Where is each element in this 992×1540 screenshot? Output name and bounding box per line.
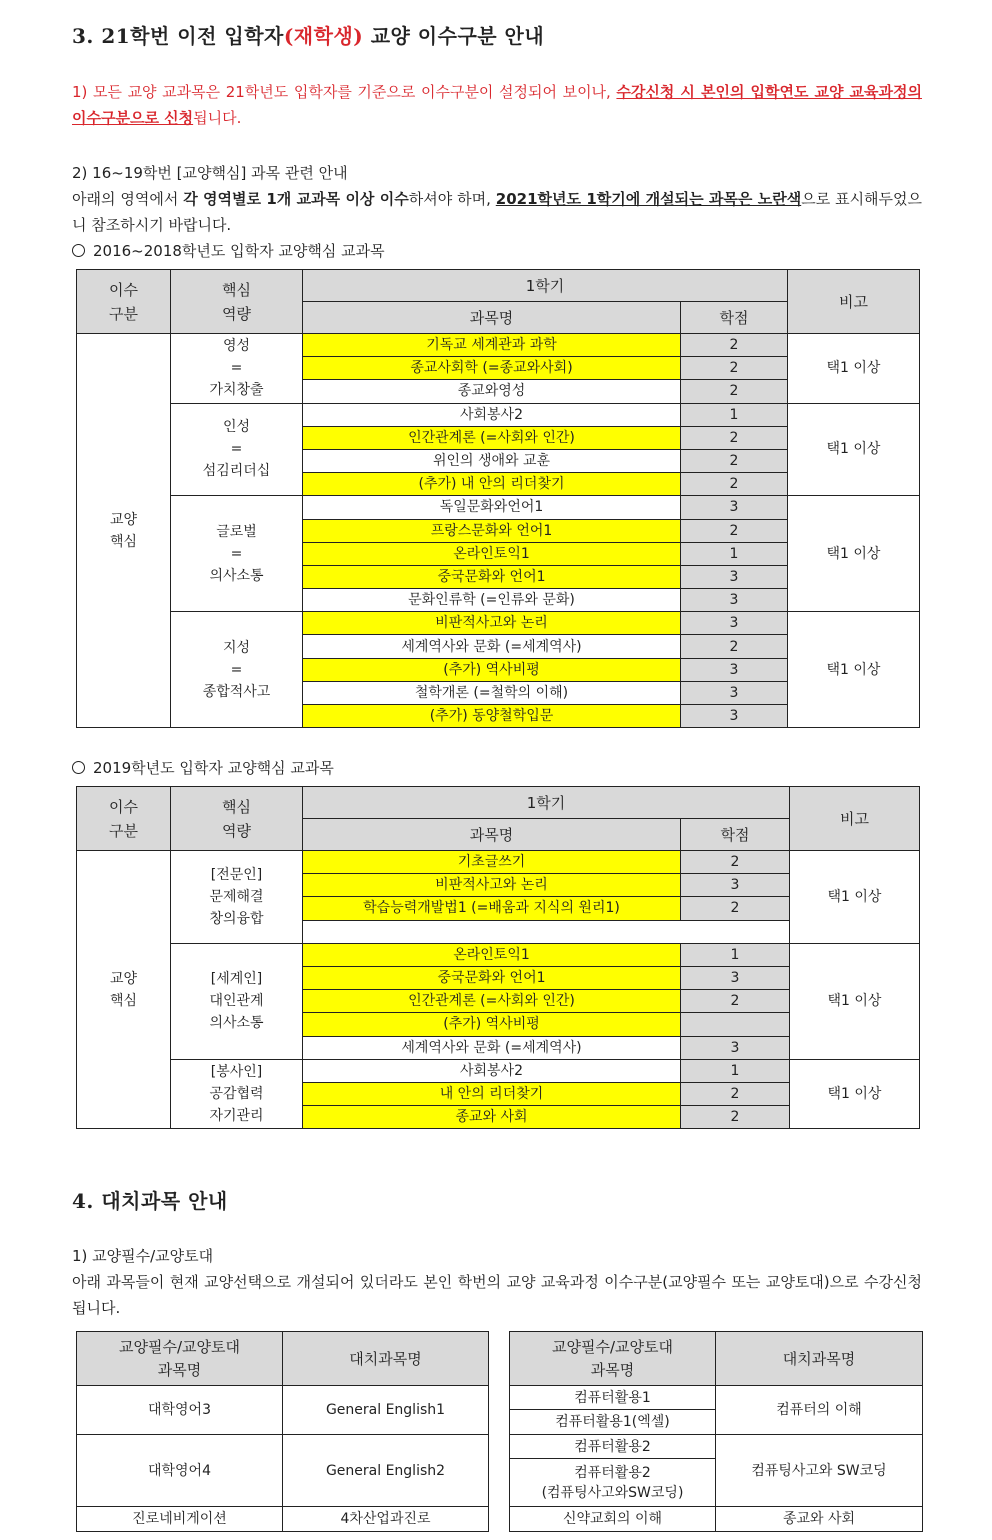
section3-title-red: (재학생) — [283, 24, 364, 48]
course-closed: 문화인류학 (=인류와 문화) — [303, 589, 681, 612]
substitute-course: 컴퓨팅사고와 SW코딩 — [716, 1435, 923, 1507]
header-credit: 학점 — [681, 302, 788, 334]
course-open: 종교사회학 (=종교와사회) — [303, 357, 681, 380]
substitute-course: General English1 — [283, 1386, 489, 1435]
header-substitute-course: 대치과목명 — [283, 1332, 489, 1386]
header-credit: 학점 — [681, 819, 790, 851]
note2-tail: 으로 표시해두었으니 참조하시기 바랍니다. — [72, 190, 923, 234]
table-2019 — [76, 786, 920, 1129]
course-credit: 3 — [681, 589, 788, 612]
course-open: (추가) 역사비평 — [303, 658, 681, 681]
course-credit: 2 — [681, 449, 788, 472]
blank-cell — [303, 920, 790, 943]
substitution-table-right — [509, 1331, 923, 1532]
type-label: 교양 핵심 — [77, 334, 171, 728]
section4-sub: 1) 교양필수/교양토대 — [72, 1247, 214, 1265]
course-credit: 2 — [681, 357, 788, 380]
table-2016-2018 — [76, 269, 920, 728]
table-row — [77, 496, 920, 519]
original-course: 대학영어3 — [77, 1386, 283, 1435]
header-competency: 핵심 역량 — [171, 787, 303, 851]
course-open: 내 안의 리더찾기 — [303, 1082, 681, 1105]
section4-desc: 아래 과목들이 현재 교양선택으로 개설되어 있더라도 본인 학번의 교양 교육과정 이수구분(교양필수 또는 교양토대)으로 수강신청됩니다. — [72, 1273, 922, 1317]
group-note: 택1 이상 — [790, 851, 920, 944]
course-open: (추가) 동양철학입문 — [303, 705, 681, 728]
course-credit: 3 — [681, 874, 790, 897]
course-open: 인간관계론 (=사회와 인간) — [303, 426, 681, 449]
substitute-course: 종교와 사회 — [716, 1507, 923, 1532]
course-open: 온라인토익1 — [303, 542, 681, 565]
section3-title-pre: 3. 21학번 이전 입학자 — [72, 24, 284, 48]
note2-body — [72, 186, 922, 238]
course-credit: 3 — [681, 681, 788, 704]
header-course: 과목명 — [303, 819, 681, 851]
group-note: 택1 이상 — [788, 403, 920, 496]
competency-label: [세계인] 대인관계 의사소통 — [171, 943, 303, 1059]
table-row — [77, 851, 920, 874]
header-row — [510, 1332, 923, 1386]
header-row — [77, 270, 920, 302]
group-note: 택1 이상 — [790, 943, 920, 1059]
original-course: 대학영어4 — [77, 1435, 283, 1507]
course-closed: 위인의 생애와 교훈 — [303, 449, 681, 472]
course-closed: 세계역사와 문화 (=세계역사) — [303, 1036, 681, 1059]
course-credit: 3 — [681, 612, 788, 635]
course-credit: 2 — [681, 519, 788, 542]
note2-underline: 2021학년도 1학기에 개설되는 과목은 노란색 — [495, 190, 802, 208]
table2-caption — [72, 757, 334, 778]
note1-emphasis: 수강신청 시 본인의 입학연도 교양 교육과정의 이수구분으로 신청 — [72, 83, 922, 127]
header-row — [77, 787, 920, 819]
header-substitute-course: 대치과목명 — [716, 1332, 923, 1386]
original-course: 컴퓨터활용2 (컴퓨팅사고와SW코딩) — [510, 1459, 716, 1507]
substitute-course: 4차산업과진로 — [283, 1507, 489, 1532]
table-row — [77, 1386, 489, 1435]
course-closed: 사회봉사2 — [303, 403, 681, 426]
course-credit: 2 — [681, 473, 788, 496]
course-open: (추가) 내 안의 리더찾기 — [303, 473, 681, 496]
course-closed: 종교와영성 — [303, 380, 681, 403]
table-row — [77, 943, 920, 966]
circle-bullet-icon — [72, 244, 85, 257]
header-original-course: 교양필수/교양토대 과목명 — [77, 1332, 283, 1386]
course-credit: 1 — [681, 542, 788, 565]
competency-label: [전문인] 문제해결 창의융합 — [171, 851, 303, 944]
original-course: 신약교회의 이해 — [510, 1507, 716, 1532]
course-credit: 2 — [681, 897, 790, 920]
header-note: 비고 — [788, 270, 920, 334]
course-open: 중국문화와 언어1 — [303, 565, 681, 588]
course-closed: 철학개론 (=철학의 이해) — [303, 681, 681, 704]
substitute-course: General English2 — [283, 1435, 489, 1507]
course-credit: 3 — [681, 1036, 790, 1059]
note2-heading: 2) 16~19학번 [교양핵심] 과목 관련 안내 — [72, 164, 348, 182]
course-credit: 2 — [681, 851, 790, 874]
course-open: 중국문화와 언어1 — [303, 966, 681, 989]
course-credit: 3 — [681, 705, 788, 728]
table-row — [510, 1386, 923, 1410]
note1-tail: 됩니다. — [193, 109, 242, 127]
section3-title-post: 교양 이수구분 안내 — [363, 24, 545, 48]
header-semester: 1학기 — [303, 787, 790, 819]
course-credit: 3 — [681, 565, 788, 588]
original-course: 진로네비게이션 — [77, 1507, 283, 1532]
note2-line-pre: 아래의 영역에서 — [72, 190, 184, 208]
table-row — [77, 403, 920, 426]
course-credit — [681, 1013, 790, 1036]
original-course: 컴퓨터활용2 — [510, 1435, 716, 1459]
circle-bullet-icon — [72, 761, 85, 774]
course-open: 프랑스문화와 언어1 — [303, 519, 681, 542]
header-original-course: 교양필수/교양토대 과목명 — [510, 1332, 716, 1386]
course-open: 비판적사고와 논리 — [303, 874, 681, 897]
course-credit: 3 — [681, 658, 788, 681]
course-open: 기초글쓰기 — [303, 851, 681, 874]
table1-caption-text: 2016~2018학년도 입학자 교양핵심 교과목 — [93, 242, 385, 260]
header-note: 비고 — [790, 787, 920, 851]
group-note: 택1 이상 — [790, 1059, 920, 1129]
course-open: 기독교 세계관과 과학 — [303, 334, 681, 357]
table-row — [77, 1435, 489, 1507]
header-type: 이수 구분 — [77, 270, 171, 334]
course-credit: 2 — [681, 635, 788, 658]
header-competency: 핵심 역량 — [171, 270, 303, 334]
course-credit: 3 — [681, 496, 788, 519]
table-row — [77, 1059, 920, 1082]
course-closed: 독일문화와언어1 — [303, 496, 681, 519]
course-open: 인간관계론 (=사회와 인간) — [303, 990, 681, 1013]
substitution-table-left — [76, 1331, 489, 1532]
competency-label: 글로벌 = 의사소통 — [171, 496, 303, 612]
course-closed: 세계역사와 문화 (=세계역사) — [303, 635, 681, 658]
group-note: 택1 이상 — [788, 612, 920, 728]
course-credit: 1 — [681, 403, 788, 426]
course-open: 학습능력개발법1 (=배움과 지식의 원리1) — [303, 897, 681, 920]
note1 — [72, 79, 922, 131]
course-credit: 1 — [681, 1059, 790, 1082]
group-note: 택1 이상 — [788, 496, 920, 612]
note2-mid: 하셔야 하며, — [408, 190, 496, 208]
course-open: 종교와 사회 — [303, 1106, 681, 1129]
course-credit: 2 — [681, 334, 788, 357]
section3-title — [72, 20, 544, 49]
note1-text: 1) 모든 교양 교과목은 21학년도 입학자를 기준으로 이수구분이 설정되어 보이나, — [72, 83, 617, 101]
header-row — [77, 1332, 489, 1386]
group-note: 택1 이상 — [788, 334, 920, 404]
original-course: 컴퓨터활용1 — [510, 1386, 716, 1410]
header-course: 과목명 — [303, 302, 681, 334]
header-type: 이수 구분 — [77, 787, 171, 851]
course-closed: 사회봉사2 — [303, 1059, 681, 1082]
competency-label: 영성 = 가치창출 — [171, 334, 303, 404]
competency-label: [봉사인] 공감협력 자기관리 — [171, 1059, 303, 1129]
course-credit: 3 — [681, 966, 790, 989]
course-open: 비판적사고와 논리 — [303, 612, 681, 635]
table-row — [77, 334, 920, 357]
course-credit: 2 — [681, 1082, 790, 1105]
original-course: 컴퓨터활용1(엑셀) — [510, 1410, 716, 1435]
course-credit: 2 — [681, 990, 790, 1013]
table-row — [77, 612, 920, 635]
course-open: (추가) 역사비평 — [303, 1013, 681, 1036]
table-row — [77, 1507, 489, 1532]
course-open: 온라인토익1 — [303, 943, 681, 966]
course-credit: 2 — [681, 426, 788, 449]
table2-caption-text: 2019학년도 입학자 교양핵심 교과목 — [93, 759, 334, 777]
substitute-course: 컴퓨터의 이해 — [716, 1386, 923, 1435]
table-row — [510, 1435, 923, 1459]
table-row — [510, 1507, 923, 1532]
course-credit: 1 — [681, 943, 790, 966]
section4-title: 4. 대치과목 안내 — [72, 1189, 228, 1213]
type-label: 교양 핵심 — [77, 851, 171, 1129]
course-credit: 2 — [681, 1106, 790, 1129]
competency-label: 인성 = 섬김리더십 — [171, 403, 303, 496]
competency-label: 지성 = 종합적사고 — [171, 612, 303, 728]
course-credit: 2 — [681, 380, 788, 403]
table1-caption — [72, 240, 385, 261]
note2-bold: 각 영역별로 1개 교과목 이상 이수 — [183, 190, 409, 208]
header-semester: 1학기 — [303, 270, 788, 302]
